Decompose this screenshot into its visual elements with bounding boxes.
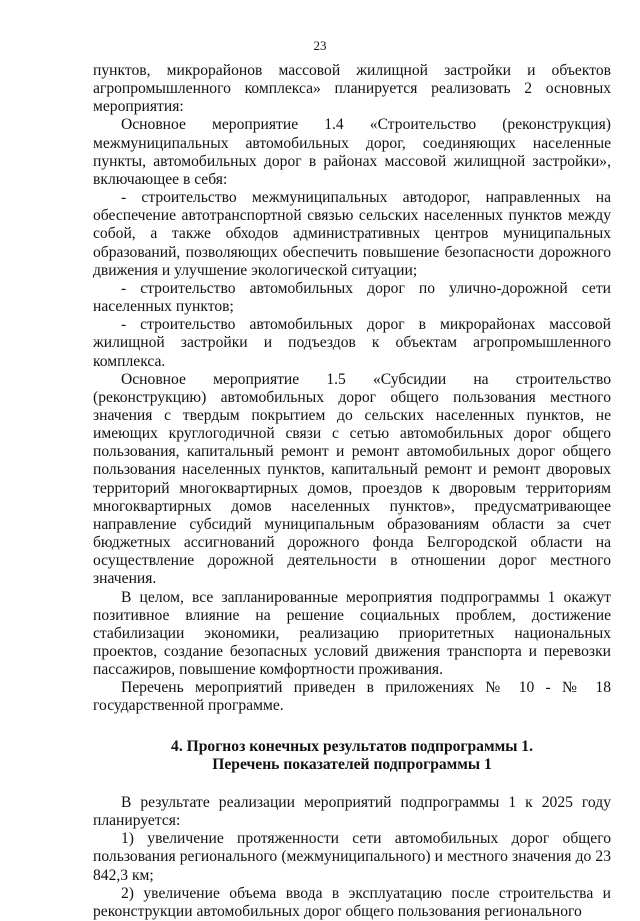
paragraph: Основное мероприятие 1.5 «Субсидии на строительство (реконструкцию) автомобильных дорог общего пользования местного значения с твердым покрытием до сельских населенных пунктов, не имеющих круглогодичной связи с сетью автомобильных дорог общего пользования, капитальный ремонт и ремонт автомобильных дорог общего пользования населенных пунктов, капитальный ремонт и ремонт дворовых территорий многоквартирных домов, проездов к дворовым территориям многоквартирных домов населенных пунктов», предусматривающее направление субсидий муниципальным образованиям области за счет бюджетных ассигнований дорожного фонда Белгородской области на осуществление дорожной деятельности в отношении дорог местного значения. xyxy=(93,370,611,588)
list-item: - строительство межмуниципальных автодорог, направленных на обеспечение автотранспортной связью сельских населенных пунктов между собой, а также обходов административных центров муниципальных образований, позволяющих обеспечить повышение безопасности дорожного движения и улучшение экологической ситуации; xyxy=(93,189,611,279)
paragraph: В результате реализации мероприятий подпрограммы 1 к 2025 году планируется: xyxy=(93,793,611,830)
paragraph: В целом, все запланированные мероприятия подпрограммы 1 окажут позитивное влияние на решение социальных проблем, достижение стабилизации экономики, реализацию приоритетных национальных проектов, создание безопасных условий движения транспорта и перевозки пассажиров, повышение комфортности проживания. xyxy=(93,588,611,679)
page-number: 23 xyxy=(313,38,327,53)
section-heading xyxy=(93,738,611,774)
paragraph: пунктов, микрорайонов массовой жилищной застройки и объектов агропромышленного комплекса» планируется реализовать 2 основных мероприятия: xyxy=(93,62,611,116)
section-heading-line: Перечень показателей подпрограммы 1 xyxy=(212,755,492,773)
document-body xyxy=(93,62,611,921)
section-heading-line: 4. Прогноз конечных результатов подпрограммы 1. xyxy=(171,737,533,755)
list-item: 1) увеличение протяженности сети автомобильных дорог общего пользования регионального (межмуниципального) и местного значения до 23 842,3 км; xyxy=(93,830,611,884)
paragraph: Перечень мероприятий приведен в приложениях № 10 - № 18 государственной программе. xyxy=(93,679,611,715)
list-item: - строительство автомобильных дорог по улично-дорожной сети населенных пунктов; xyxy=(93,279,611,316)
paragraph: Основное мероприятие 1.4 «Строительство (реконструкция) межмуниципальных автомобильных дорог, соединяющих населенные пункты, автомобильных дорог в районах массовой жилищной застройки», включающее в себя: xyxy=(93,116,611,188)
list-item: 2) увеличение объема ввода в эксплуатацию после строительства и реконструкции автомобильных дорог общего пользования регионального xyxy=(93,884,611,920)
list-item: - строительство автомобильных дорог в микрорайонах массовой жилищной застройки и подъездов к объектам агропромышленного комплекса. xyxy=(93,316,611,370)
